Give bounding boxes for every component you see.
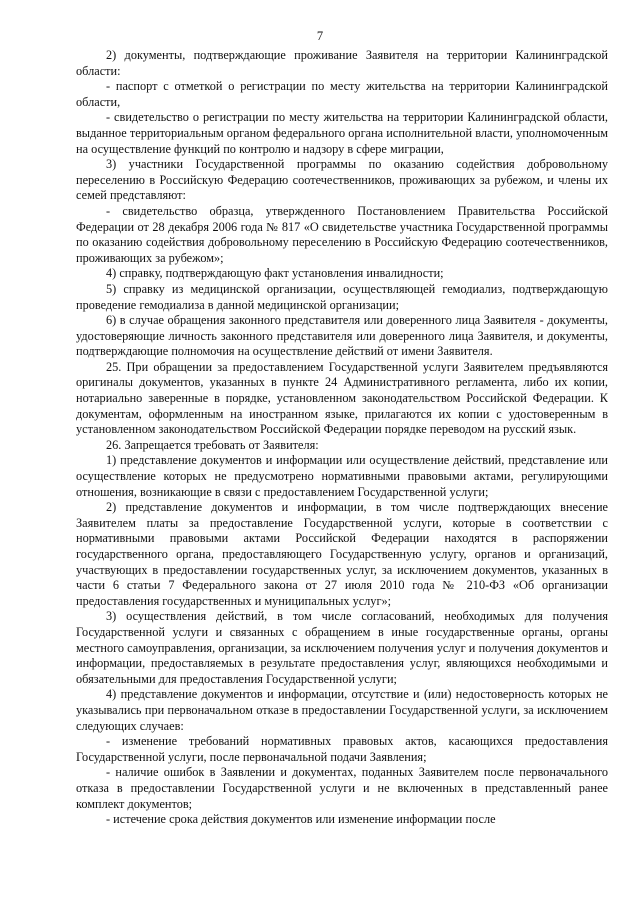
paragraph: - паспорт с отметкой о регистрации по месту жительства на территории Калининградской области,	[76, 79, 608, 109]
paragraph: - свидетельство образца, утвержденного Постановлением Правительства Российской Федерации от 28 декабря 2006 года № 817 «О свидетельстве участника Государственной программы по оказанию содействия добровольному переселению в Российскую Федерацию соотечественников, проживающих за рубежом»;	[76, 203, 608, 265]
paragraph: 3) участники Государственной программы по оказанию содействия добровольному переселению в Российскую Федерацию соотечественников, проживающих за рубежом, и члены их семей представляют:	[76, 157, 608, 203]
paragraph: 26. Запрещается требовать от Заявителя:	[106, 437, 319, 452]
paragraph: 3) осуществления действий, в том числе согласований, необходимых для получения Государственной услуги и связанных с обращением в иные государственные органы, органы местного самоуправления, организации, за исключением получения услуг и получения документов и информации, предоставляемых в результате предоставления услуг, являющихся необходимыми и обязательными для предоставления Государственной услуги;	[76, 609, 608, 686]
paragraph: 6) в случае обращения законного представителя или доверенного лица Заявителя - документы, удостоверяющие личность законного представителя или доверенного лица Заявителя, и документы, подтверждающие полномочия на осуществление действий от имени Заявителя.	[76, 313, 608, 359]
paragraph: 4) представление документов и информации, отсутствие и (или) недостоверность которых не указывались при первоначальном отказе в предоставлении Государственной услуги, за исключением следующих случаев:	[76, 687, 608, 733]
paragraph: - изменение требований нормативных правовых актов, касающихся предоставления Государственной услуги, после первоначальной подачи Заявления;	[76, 734, 608, 764]
paragraph: 2) представление документов и информации, в том числе подтверждающих внесение Заявителем платы за предоставление Государственной услуги, которые в соответствии с нормативными правовыми актами Российской Федерации находятся в распоряжении государственного органа, предоставляющего Государственную услугу, органов и организаций, участвующих в предоставлении государственных услуг, за исключением документов, указанных в части 6 статьи 7 Федерального закона от 27 июля 2010 года № 210-ФЗ «Об организации предоставления государственных и муниципальных услуг»;	[76, 500, 608, 608]
paragraph: 5) справку из медицинской организации, осуществляющей гемодиализ, подтверждающую проведение гемодиализа в данной медицинской организации;	[76, 281, 608, 312]
paragraph: 25. При обращении за предоставлением Государственной услуги Заявителем предъявляются оригиналы документов, указанных в пункте 24 Административного регламента, либо их копии, нотариально заверенные в порядке, установленном законодательством Российской Федерации. К документам, оформленным на иностранном языке, прилагаются их копии с удостоверенным в установленном законодательством Российской Федерации порядке переводом на русский язык.	[76, 359, 608, 437]
paragraph: - наличие ошибок в Заявлении и документах, поданных Заявителем после первоначального отказа в предоставлении Государственной услуги и не включенных в представленный ранее комплект документов;	[76, 765, 608, 811]
paragraph: - свидетельство о регистрации по месту жительства на территории Калининградской области, выданное территориальным органом федерального органа исполнительной власти, уполномоченным на осуществление функций по контролю и надзору в сфере миграции,	[76, 110, 608, 156]
paragraph: - истечение срока действия документов или изменение информации после	[106, 812, 496, 827]
page-number: 7	[316, 29, 324, 43]
paragraph: 2) документы, подтверждающие проживание Заявителя на территории Калининградской области:	[76, 48, 608, 78]
paragraph: 1) представление документов и информации или осуществление действий, представление или осуществление которых не предусмотрено нормативными правовыми актами, регулирующими отношения, возникающие в связи с предоставлением Государственной услуги;	[76, 453, 608, 499]
paragraph: 4) справку, подтверждающую факт установления инвалидности;	[106, 266, 444, 281]
document-body	[76, 48, 608, 828]
